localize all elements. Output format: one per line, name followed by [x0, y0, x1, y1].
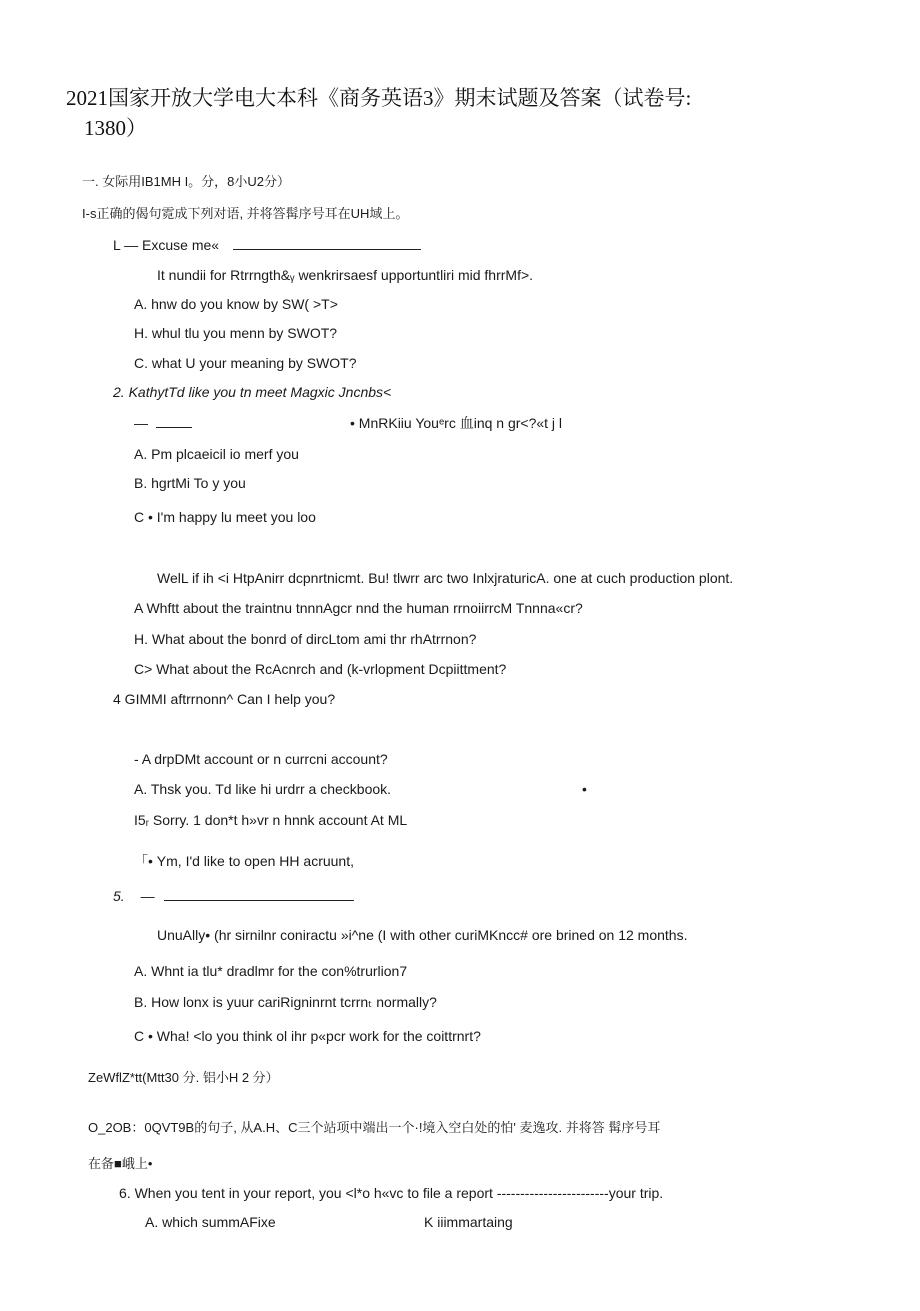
q2-dash: —: [134, 415, 148, 431]
q4-response: - A drpDMt account or n currcni account?: [134, 751, 388, 767]
q1-prompt-text: L — Excuse me«: [113, 237, 220, 253]
q2-option-b: B. hgrtMi To y you: [134, 475, 246, 491]
q2-answer-blank: [156, 415, 192, 428]
q3-option-c: C> What about the RcAcnrch and (k-vrlopment Dcpiittment?: [134, 661, 507, 677]
q2-prompt: 2. KathytTd like you tn meet Magxic Jncnbs<: [113, 384, 392, 400]
q6-option-a: A. which summAFixe: [145, 1214, 276, 1230]
q1-option-c: C. what U your meaning by SWOT?: [134, 355, 357, 371]
q5-option-c: C • Wha! <lo you think ol ihr p«pcr work for the coittrnrt?: [134, 1028, 481, 1044]
q1-option-a: A. hnw do you know by SW( >T>: [134, 296, 338, 312]
q5-prompt-line: [113, 887, 354, 905]
q1-option-b: H. whul tlu you menn by SWOT?: [134, 325, 338, 341]
document-title-line2: 1380）: [84, 116, 147, 140]
q2-dash-line: [134, 414, 192, 432]
q5-dash: —: [140, 888, 155, 904]
q3-option-a: A Whftt about the traintnu tnnnAgcr nnd the human rrnoiirrcM Tnnna«cr?: [134, 600, 583, 616]
q3-prompt: WelL if ih <i HtpAnirr dcpnrtnicmt. Bu! tlwrr arc two InlxjraturicA. one at cuch production plont.: [157, 570, 734, 586]
stray-dot: •: [582, 781, 587, 797]
section2-heading: ZeWflZ*tt(Mtt30 分. 铝小H 2 分）: [88, 1070, 279, 1085]
q2-option-c: C • I'm happy lu meet you loo: [134, 509, 316, 525]
q1-answer-blank: [233, 237, 421, 250]
q5-response: UnuAlly• (hr sirnilnr coniractu »i^ne (I with other curiMKncc# ore brined on 12 months.: [157, 927, 688, 943]
section2-instruction-line2: 在备■峨上•: [88, 1156, 153, 1171]
q6-prompt: 6. When you tent in your report, you <l*o h«vc to file a report ------------------------your trip.: [119, 1185, 664, 1201]
q5-number: 5.: [113, 888, 125, 904]
q1-prompt: [113, 236, 421, 254]
q6-option-b: K iiimmartaing: [424, 1214, 513, 1230]
q1-response: It nundii for Rtrrngth&ᵧ wenkrirsaesf upportuntliri mid fhrrMf>.: [157, 267, 534, 283]
q4-option-b: I5ᵣ Sorry. 1 don*t h»vr n hnnk account At ML: [134, 812, 408, 828]
q4-prompt: 4 GIMMI aftrrnonn^ Can I help you?: [113, 691, 336, 707]
q4-option-c: 「• Ym, I'd like to open HH acruunt,: [134, 853, 355, 869]
q2-response: • MnRKiiu Youᵉrc 血inq n gr<?«t j l: [350, 415, 563, 431]
q2-option-a: A. Pm plcaeicil io merf you: [134, 446, 299, 462]
section2-instruction-line1: O_2OB：0QVT9B的句子, 从A.H、C三个站项中端出一个·!境入空白处的怕' 麦逸攻. 并将答 髯序号耳: [88, 1120, 661, 1135]
q3-option-b: H. What about the bonrd of dircLtom ami thr rhAtrrnon?: [134, 631, 477, 647]
section1-instruction: I-s正确的偈句霓成下列对语, 并将答髯序号耳在UH域上。: [82, 206, 409, 221]
q5-option-a: A. Whnt ia tlu* dradlmr for the con%trurlion7: [134, 963, 408, 979]
q4-option-a: A. Thsk you. Td like hi urdrr a checkbook.: [134, 781, 392, 797]
q5-option-b: B. How lonx is yuur cariRigninrnt tcrrnₜ normally?: [134, 994, 437, 1010]
section1-heading: 一. 女际用IB1MH I。分，8小U2分）: [82, 174, 291, 189]
q5-answer-blank: [164, 888, 354, 901]
document-title-line1: 2021国家开放大学电大本科《商务英语3》期末试题及答案（试卷号:: [66, 86, 692, 110]
